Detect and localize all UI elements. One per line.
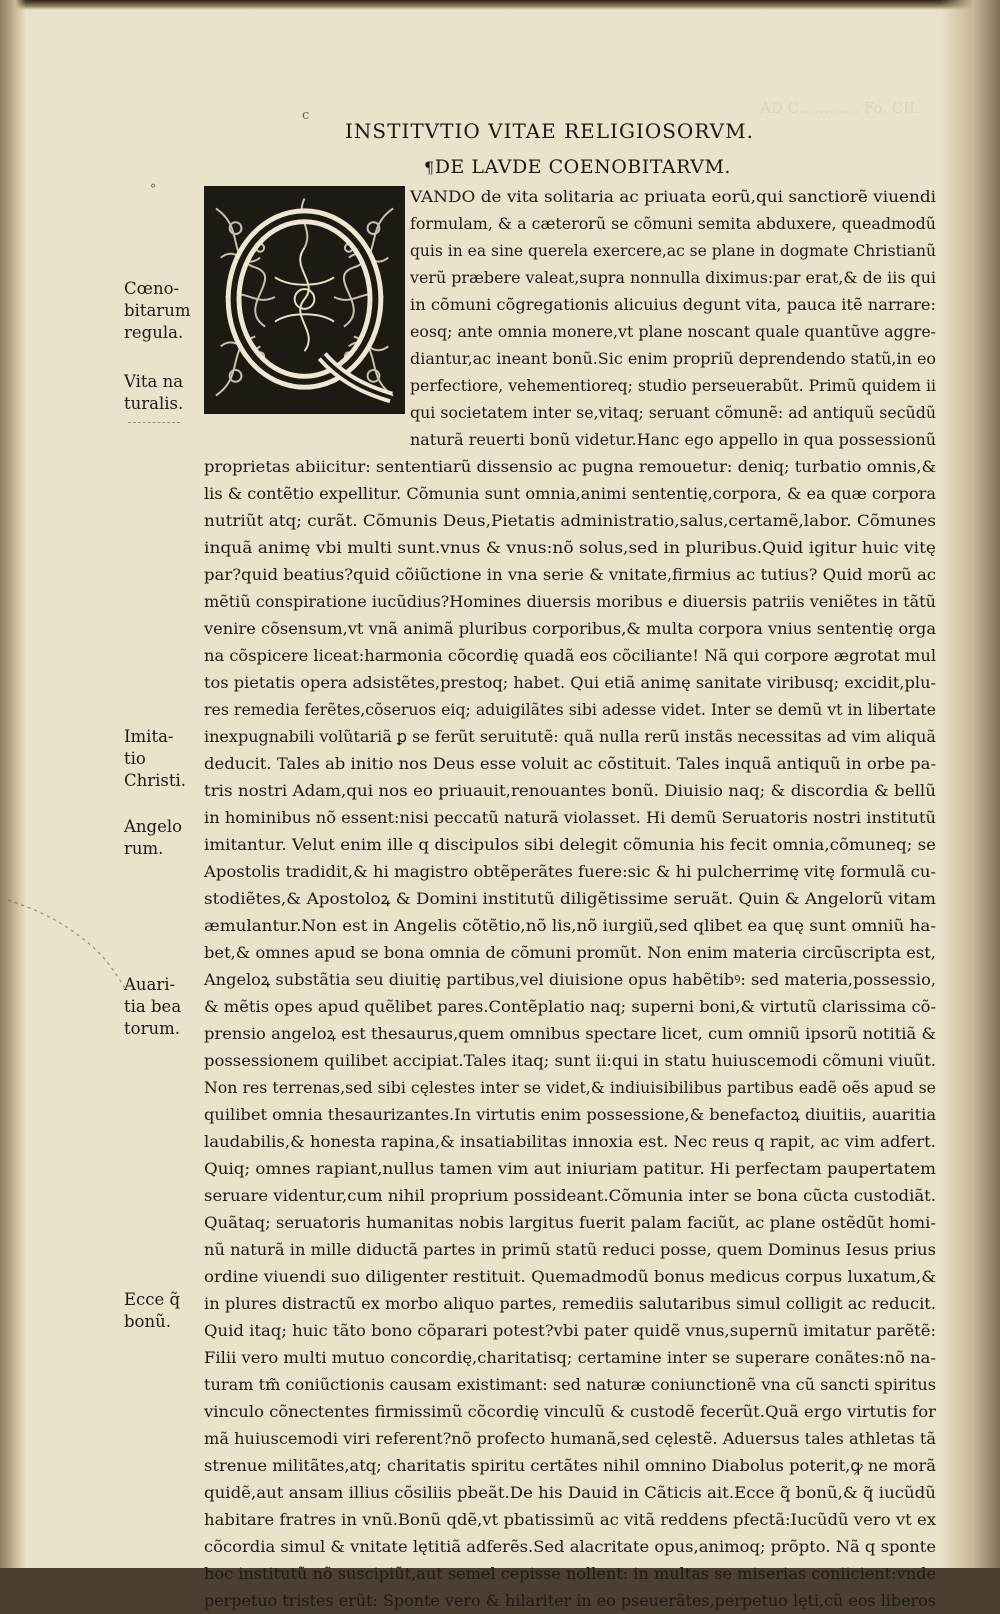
body-text-line-content: seruare videntur,cum nihil proprium possideant.Cõmunia inter se bona cũcta custodiãt.: [204, 1186, 937, 1205]
body-text-line-content: mã huiuscemodi viri referent?nõ profecto humanã,sed cęlestẽ. Aduersus tales athletas tã: [204, 1429, 936, 1448]
body-text-line: [0, 427, 1000, 453]
body-text-line: [0, 643, 1000, 669]
body-text-line-content: nutriũt atq; curãt. Cõmunis Deus,Pietatis administratio,salus,certamẽ,labor. Cõmunes: [204, 511, 936, 530]
ink-mark: c: [302, 108, 310, 123]
body-text-line-content: Non res terrenas,sed sibi cęlestes inter se videt,& indiuisibilibus partibus eadẽ oẽs apud se: [204, 1078, 936, 1097]
margin-note-line: tio: [124, 749, 146, 768]
body-text-line: [0, 1156, 1000, 1182]
body-text-line-content: in plures distractũ ex morbo aliquo partes, remediis salutaribus simul colligit ac reducit.: [204, 1294, 936, 1313]
body-text-line: [0, 589, 1000, 615]
body-text-line: [0, 400, 1000, 426]
body-text-line: [0, 697, 1000, 723]
body-text-line-content: naturã reuerti bonũ videtur.Hanc ego appello in qua possessionũ: [410, 430, 937, 449]
body-text-line-content: proprietas abiicitur: sententiarũ dissensio ac pugna remouetur: deniq; turbatio omnis,&: [204, 457, 937, 476]
body-text-line: [0, 319, 1000, 345]
body-text-line: [0, 1102, 1000, 1128]
body-text-line: [0, 1480, 1000, 1506]
body-text-line: [0, 940, 1000, 966]
margin-note-line: Angelo: [124, 817, 183, 836]
body-text-line-content: laudabilis,& honesta rapina,& insatiabilitas innoxia est. Nec reus q rapit, ac vim adfert.: [204, 1132, 937, 1151]
body-text-line: [0, 670, 1000, 696]
body-text-line-content: æmulantur.Non est in Angelis cõtẽtio,nõ lis,nõ iurgiũ,sed qlibet ea quę sunt omniũ ha-: [204, 916, 937, 935]
margin-note-line: Ecce q̃: [124, 1290, 181, 1309]
body-text-line: [0, 778, 1000, 804]
body-text-line-content: stodiẽtes,& Apostoloꝝ & Domini institutũ diligẽtissime seruãt. Quin & Angelorũ vitam: [204, 889, 937, 908]
body-text-line: [0, 184, 1000, 210]
margin-note-line: turalis.: [124, 394, 184, 413]
section-title-text: DE LAVDE COENOBITARVM.: [434, 156, 731, 178]
body-text-line: [0, 1426, 1000, 1452]
body-text-line-content: inquã animę vbi multi sunt.vnus & vnus:nõ solus,sed in pluribus.Quid igitur huic vitę: [204, 538, 936, 557]
margin-note-line: bonũ.: [124, 1312, 171, 1331]
body-text-line: [0, 238, 1000, 264]
margin-note-line: regula.: [124, 323, 184, 342]
body-text-line-content: perpetuo tristes erũt: Sponte vero & hilariter in eo pseuerãtes,perpetuo lęti,cũ eos liberos: [204, 1591, 936, 1610]
body-text-line-content: Filii vero multi mutuo concordię,charitatisq; certamine inter se superare conãtes:nõ na-: [204, 1348, 936, 1367]
body-text-line-content: diantur,ac ineant bonũ.Sic enim propriũ deprendendo statũ,in eo: [410, 349, 937, 368]
body-text-line: [0, 1129, 1000, 1155]
body-text-line-content: imitantur. Velut enim ille q discipulos sibi delegit cõmunia his fecit omnia,cõmuneq; se: [204, 835, 937, 854]
body-text-line: [0, 373, 1000, 399]
body-text-line: [0, 1021, 1000, 1047]
body-text-line-content: lis & contẽtio expellitur. Cõmunia sunt omnia,animi sententię,corpora, & ea quæ corpora: [204, 484, 936, 503]
body-text-line-content: par?quid beatius?quid cõiũctione in vna serie & vnitate,firmius ac tutius? Quid morũ ac: [204, 565, 937, 584]
body-text-line: [0, 1399, 1000, 1425]
body-text-line: [0, 832, 1000, 858]
body-text-line: [0, 1075, 1000, 1101]
body-text-line-content: VANDO de vita solitaria ac priuata eorũ,qui sanctiorẽ viuendi: [410, 187, 937, 206]
body-text-line-content: nũ naturã in mille diductã partes in primũ statũ reduci posse, quem Dominus Iesus prius: [204, 1240, 936, 1259]
body-text-line: [0, 1183, 1000, 1209]
body-text-line-content: res remedia ferẽtes,cõseruos eiq; aduigilãtes sibi adesse videt. Inter se demũ vt in libertate: [204, 700, 936, 719]
body-text-line-content: venire cõsensum,vt vnã animã pluribus corporibus,& multa corpora vnius sententię orga: [204, 619, 937, 638]
body-text-line-content: prensio angeloꝝ est thesaurus,quem omnibus spectare licet, cum omniũ ipsorũ notitiã &: [204, 1024, 936, 1043]
body-text-line: [0, 1534, 1000, 1560]
body-text-line-content: bet,& omnes apud se bona omnia de cõmuni promũt. Non enim materia circũscripta est,: [204, 943, 936, 962]
body-text-line: [0, 751, 1000, 777]
margin-note-line: rum.: [124, 839, 164, 858]
bleed-through-text: AD C………… Fo. CII.: [760, 99, 920, 117]
body-text-line-content: na cõspicere liceat:harmonia cõcordię quadã eos cõciliante! Nã qui corpore ægrotat mul: [204, 646, 937, 665]
body-text-line-content: verũ præbere valeat,supra nonnulla diximus:par erat,& de iis qui: [410, 268, 937, 287]
body-text-line: [0, 1318, 1000, 1344]
ink-mark: °: [150, 182, 156, 196]
body-text-line-content: quilibet omnia thesaurizantes.In virtutis enim possessione,& benefactoꝝ diuitiis, auaritia: [204, 1105, 937, 1124]
margin-note-line: tia bea: [124, 997, 182, 1016]
body-text-line-content: formulam, & a cæterorũ se cõmuni semita abduxere, queadmodũ: [410, 214, 936, 233]
body-text-line-content: in hominibus nõ essent:nisi peccatũ naturã violasset. Hi demũ Seruatoris nostri institutũ: [204, 808, 937, 827]
body-text-line: [0, 1372, 1000, 1398]
body-text-line-content: Quid itaq; huic tãto bono cõparari potest?vbi pater quidẽ vnus,supernũ imitatur parẽtẽ:: [204, 1321, 936, 1340]
margin-note-line: Imita-: [124, 727, 174, 746]
body-text-line: [0, 481, 1000, 507]
margin-note-line: Auari-: [124, 975, 176, 994]
margin-note-line: Cœno-: [124, 279, 180, 298]
body-text-line-content: deducit. Tales ab initio nos Deus esse voluit ac cõstituit. Tales inquã antiquũ in orbe pa-: [204, 754, 937, 773]
body-text-line: [0, 1345, 1000, 1371]
pilcrow-icon: ¶: [424, 158, 435, 177]
body-text-line: [0, 1210, 1000, 1236]
body-text-line: [0, 805, 1000, 831]
body-text-line: [0, 1588, 1000, 1614]
body-text-line: [0, 1264, 1000, 1290]
section-title: [424, 156, 824, 178]
body-text-line-content: perfectiore, vehementioreq; studio perseuerabũt. Primũ quidem ii: [410, 376, 936, 395]
body-text-line: [0, 265, 1000, 291]
body-text-line-content: inexpugnabili volũtariã ꝑ se ferũt seruitutẽ: quã nulla rerũ instãs necessitas ad vim aliquã: [204, 727, 936, 746]
body-text-line-content: eosq; ante omnia monere,vt plane noscant quale quantũve aggre-: [410, 322, 937, 341]
body-text-line-content: tris nostri Adam,qui nos eo priuauit,renouantes bonũ. Diuisio naq; & discordia & bellũ: [204, 781, 936, 800]
body-text-line-content: tos pietatis opera adsistẽtes,prestoq; habet. Qui etiã animę sanitate viribusq; excidit,plu-: [204, 673, 936, 692]
body-text-line-content: Quãtaq; seruatoris humanitas nobis largitus fuerit palam faciũt, ac plane ostẽdũt homi-: [204, 1213, 936, 1232]
body-text-line-content: habitare fratres in vnũ.Bonũ qdẽ,vt pbatissimũ ac vitã reddens pfectã:Iucũdũ vero vt ex: [204, 1510, 937, 1529]
body-text-line-content: Angeloꝝ substãtia seu diuitię partibus,vel diuisione opus habẽtibꝰ: sed materia,possessio,: [204, 970, 936, 989]
body-text-line-content: quis in ea sine querela exercere,ac se plane in dogmate Christianũ: [410, 241, 937, 260]
body-text-line: [0, 562, 1000, 588]
body-text-line: [0, 1561, 1000, 1587]
body-text-line: [0, 967, 1000, 993]
body-text-line: [0, 1237, 1000, 1263]
body-text-line-content: qui societatem inter se,vitaq; seruant cõmunẽ: ad antiquũ secũdũ: [410, 403, 937, 422]
body-text-line-content: cõcordia simul & vnitate lętitiã adferẽs.Sed alacritate opus,animoq; prõpto. Nã q sponte: [204, 1537, 937, 1556]
running-head: INSTITVTIO VITAE RELIGIOSORVM.: [345, 119, 754, 143]
body-text-line: [0, 292, 1000, 318]
body-text-line: [0, 1507, 1000, 1533]
margin-note-line: Christi.: [124, 771, 187, 790]
body-text-line-content: quidẽ,aut ansam illius cõsiliis pbeãt.De his Dauid in Cãticis ait.Ecce q̃ bonũ,& q̃ iucũdũ: [204, 1483, 936, 1502]
body-text-line: [0, 913, 1000, 939]
body-text-line-content: in cõmuni cõgregationis alicuius degunt vita, pauca itẽ narrare:: [410, 295, 936, 314]
body-text-line: [0, 454, 1000, 480]
body-text-line: [0, 1453, 1000, 1479]
body-text-line-content: possessionem quilibet accipiat.Tales itaq; sunt ii:qui in statu huiuscemodi cõmuni viuũt.: [204, 1051, 937, 1070]
page-top-edge: [0, 0, 1000, 10]
body-text-line-content: vinculo cõnectentes firmissimũ cõcordię vinculũ & custodẽ fecerũt.Quã ergo virtutis for: [204, 1402, 936, 1421]
body-text-line: [0, 724, 1000, 750]
body-text-line-content: turam tm̃ coniũctionis causam existimant: sed naturæ coniunctionẽ vna cũ sancti spiritus: [204, 1375, 936, 1394]
body-text-line-content: ordine viuendi suo diligenter restituit. Quemadmodũ bonus medicus corpus luxatum,&: [204, 1267, 936, 1286]
body-text-line: [0, 994, 1000, 1020]
body-text-line: [0, 1291, 1000, 1317]
body-text-line: [0, 1048, 1000, 1074]
body-text-line-content: hoc institutũ nõ suscipiũt,aut semel cepisse nollent: in multas se miserias coniicient:vnde: [204, 1564, 937, 1583]
body-text-line-content: Apostolis tradidit,& hi magistro obtẽperãtes fuere:sic & hi pulcherrimę vitę formulã cu-: [204, 862, 937, 881]
margin-note-line: bitarum: [124, 301, 191, 320]
body-text-line-content: strenue militãtes,atq; charitatis spiritu certãtes nihil omnino Diabolus poterit,ꝙ ne morã: [204, 1456, 937, 1475]
body-text-line: [0, 616, 1000, 642]
body-text-line: [0, 508, 1000, 534]
body-text-line-content: Quiq; omnes rapiant,nullus tamen vim aut iniuriam patitur. Hi perfectam paupertatem: [204, 1159, 937, 1178]
margin-note-line: Vita na: [124, 372, 184, 391]
body-text-line-content: mẽtiũ conspiratione iucũdius?Homines diuersis moribus e diuersis patriis veniẽtes in tãtũ: [204, 592, 936, 611]
body-text-line: [0, 211, 1000, 237]
body-text-line: [0, 886, 1000, 912]
body-text-line: [0, 535, 1000, 561]
margin-note-line: torum.: [124, 1019, 180, 1038]
body-text-line: [0, 859, 1000, 885]
body-text-line-content: & mẽtis opes apud quẽlibet pares.Contẽplatio naq; superni boni,& virtutũ clarissima cõ-: [204, 997, 936, 1016]
body-text-line: [0, 346, 1000, 372]
